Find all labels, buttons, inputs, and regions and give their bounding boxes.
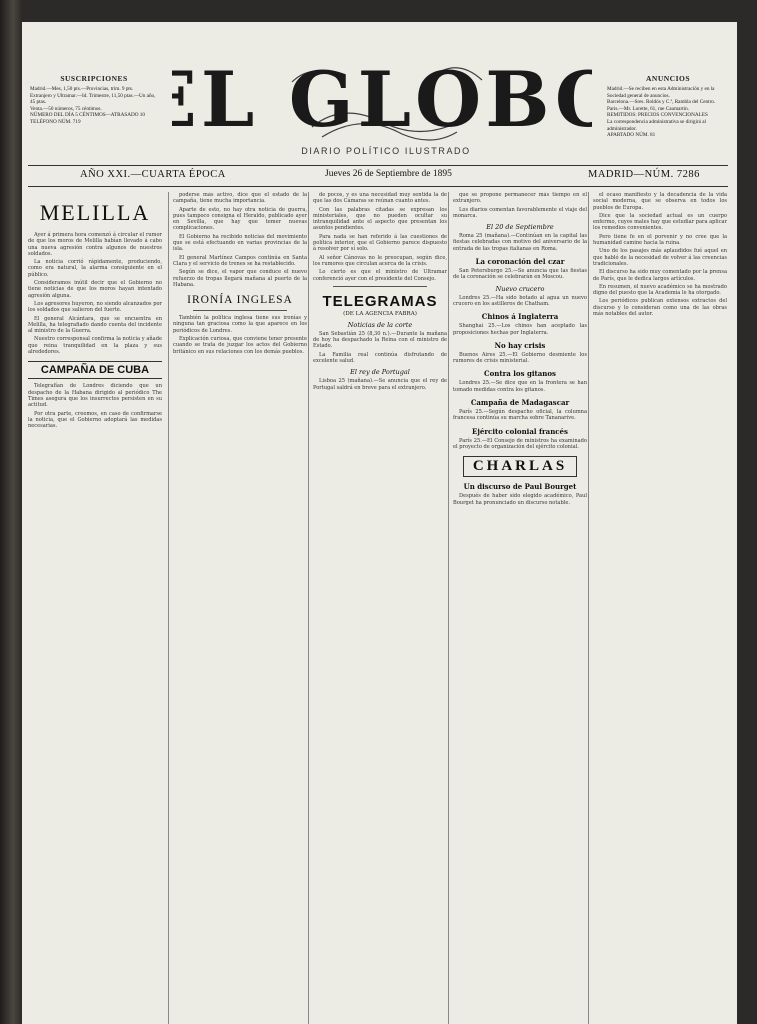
ads-line: REMITIDOS: PRECIOS CONVENCIONALES — [607, 112, 708, 119]
article-paragraph: Uno de los pasajes más aplaudidos fué aquel en que habló de la necesidad de volver á las creencias tradicionales. — [593, 248, 727, 267]
column-4 — [448, 192, 587, 1024]
subheading: Noticias de la corte — [347, 320, 413, 329]
dateline-date: Jueves 26 de Septiembre de 1895 — [325, 169, 452, 179]
subscriptions-box — [30, 74, 158, 126]
column-2 — [168, 192, 307, 1024]
subheading: Nuevo crucero — [495, 284, 545, 293]
article-paragraph: Los diarios comentan favorablemente el viaje del monarca. — [453, 206, 587, 219]
subscriptions-heading: SUSCRIPCIONES — [60, 74, 128, 83]
article-paragraph: Por otra parte, creemos, en caso de confirmarse la noticia, que el Gobierno adoptará las medidas necesarias. — [28, 410, 162, 430]
article-paragraph: Al señor Cánovas no le preocupan, según dice, los rumores que circulan acerca de la crisis. — [313, 254, 447, 267]
article-paragraph: Para nada se han referido á las cuestiones de política interior, que el Gobierno parece dispuesto á resolver por sí solo. — [313, 233, 447, 253]
subscriptions-line: Madrid.—Mes, 1,50 pts.—Provincias, trim. 9 pts. — [30, 86, 134, 92]
article-paragraph: La noticia corrió rápidamente, produciendo, como era natural, la alarma consiguiente en el público. — [28, 259, 162, 278]
article-paragraph: Consideramos inútil decir que el Gobierno no tiene noticias de que los moros hayan intentado agresión alguna. — [28, 280, 162, 299]
ads-line: Madrid.—Se reciben en esta Administración y en la Sociedad general de anuncios. — [607, 86, 715, 99]
article-paragraph: En resumen, el nuevo académico se ha mostrado digno del puesto que la Academia le ha otorgado. — [593, 283, 727, 297]
article-paragraph: Buenos Aires 25.—El Gobierno desmiente los rumores de crisis ministerial. — [453, 351, 587, 365]
article-paragraph: Pero tiene fe en el porvenir y no cree que la humanidad camine hacia la ruina. — [593, 233, 727, 247]
divider — [193, 310, 287, 311]
masthead — [22, 22, 737, 167]
article-paragraph: Ayer á primera hora comenzó á circular el rumor de que los moros de Melilla habían llevado á cabo una nueva agresión contra algunos de nuestros soldados. — [28, 232, 162, 257]
article-paragraph: Dice que la sociedad actual es un cuerpo enfermo, cuyos males hay que estudiar para aplicar los remedios convenientes. — [593, 212, 727, 232]
article-paragraph: Londres 25.—Ha sido botado al agua un nuevo crucero en los astilleros de Chatham. — [453, 294, 587, 307]
subscriptions-line: TELÉFONO NÚM. 719 — [30, 118, 81, 125]
article-paragraph: También la política inglesa tiene sus ironías y ninguna tan graciosa como la que aparece en los periódicos de Londres. — [173, 315, 307, 334]
article-paragraph: Después de haber sido elegido académico, Paul Bourget ha pronunciado un discurso notable. — [453, 493, 587, 506]
article-paragraph: Los agresores huyeron, no siendo alcanzados por los soldados que salieron del fuerte. — [28, 300, 162, 314]
subtitle: DIARIO POLÍTICO ILUSTRADO — [301, 146, 471, 156]
subheading: Un discurso de Paul Bourget — [463, 482, 577, 492]
article-paragraph: Telegrafían de Londres diciendo que un despacho de la Habana dirigido al periódico The Times asegura que los insurrectos persisten en su actitud. — [28, 383, 162, 409]
scan-border-right — [737, 0, 757, 1024]
section-campana-cuba: CAMPAÑA DE CUBA — [28, 361, 162, 379]
article-paragraph: poderse más activo, dice que el estado de la campaña, tiene mucha importancia. — [173, 192, 307, 205]
section-charlas: CHARLAS — [463, 456, 577, 477]
divider — [333, 286, 427, 287]
article-paragraph: Con las palabras citadas se expresan los ministeriales, que no pueden ocultar su intranquilidad ante el aspecto que presentan los asuntos pendientes. — [313, 206, 447, 232]
article-paragraph: Londres 25.—Se dice que en la frontera se han tomado medidas contra los gitanos. — [453, 380, 587, 393]
ads-line: La correspondencia administrativa se dirigirá al administrador. — [607, 118, 706, 132]
ads-line: APARTADO NÚM. 81 — [607, 132, 656, 139]
article-paragraph: París 25.—Según despacho oficial, la columna francesa continúa su marcha sobre Tananarive. — [453, 409, 587, 422]
article-columns — [28, 192, 728, 1024]
column-5 — [588, 192, 727, 1024]
subheading: Campaña de Madagascar — [470, 398, 570, 408]
newspaper-page — [22, 22, 737, 1024]
article-paragraph: Shanghai 25.—Los chinos han aceptado las proposiciones hechas por Inglaterra. — [453, 323, 587, 336]
ads-line: Barcelona.—Sres. Roldós y C.ª, Rambla del Centro. — [607, 99, 716, 106]
subheading: El 20 de Septiembre — [486, 223, 554, 232]
column-3 — [308, 192, 447, 1024]
ads-box — [607, 74, 729, 139]
article-paragraph: San Sebastián 25 (8,30 n.).—Durante la mañana de hoy ha despachado la Reina con el ministro de Estado. — [313, 330, 447, 350]
article-paragraph: La Familia real continúa disfrutando de excelente salud. — [313, 351, 447, 365]
article-paragraph: El general Alcántara, que se encuentra en Melilla, ha telegrafiado dando cuenta del incidente al ministro de la Guerra. — [28, 315, 162, 335]
title-text: L GLOBO — [200, 55, 592, 144]
article-paragraph: el ocaso manifiesto y la decadencia de la vida social moderna, que se observa en todos los pueblos de Europa. — [593, 192, 727, 211]
dateline — [28, 165, 728, 187]
scan-border-top — [22, 0, 757, 22]
ads-heading: ANUNCIOS — [645, 74, 690, 83]
article-paragraph: Según se dice, el vapor que conduce el nuevo refuerzo de tropas llegará mañana al puerto de la Habana. — [173, 269, 307, 288]
article-paragraph: Lisboa 25 (mañana).—Se anuncia que el rey de Portugal saldrá en breve para el extranjero. — [313, 378, 447, 391]
headline-melilla: MELILLA — [39, 200, 151, 225]
article-paragraph: El Gobierno ha recibido noticias del movimiento que se está efectuando en varias provincias de la isla. — [173, 233, 307, 253]
subheading: Contra los gitanos — [484, 369, 556, 379]
column-1 — [28, 192, 162, 1024]
title-logo — [172, 42, 592, 152]
newspaper-title — [172, 42, 592, 152]
dateline-edition: AÑO XXI.—CUARTA ÉPOCA — [80, 169, 226, 180]
section-ironia-inglesa: IRONÍA INGLESA — [187, 294, 293, 307]
article-paragraph: El discurso ha sido muy comentado por la prensa de París, que le dedica largos artículos. — [593, 269, 727, 282]
article-paragraph: Lo cierto es que el ministro de Ultramar conferenció ayer con el presidente del Consejo. — [313, 269, 447, 282]
article-paragraph: de pocos, y es una necesidad muy sentida la de que las dos Cámaras se reúnan cuanto antes. — [313, 192, 447, 205]
article-paragraph: París 25.—El Consejo de ministros ha examinado el proyecto de organización del ejército colonial. — [453, 437, 587, 450]
article-paragraph: Roma 25 (mañana).—Continúan en la capital las fiestas celebradas con motivo del aniversario de la entrada de las tropas italianas en Roma. — [453, 233, 587, 252]
telegramas-source: (DE LA AGENCIA FABRA) — [343, 310, 417, 317]
page-binding — [0, 0, 22, 1024]
article-paragraph: El general Martínez Campos continúa en Santa Clara y el servicio de trenes se ha restablecido. — [173, 254, 307, 267]
subscriptions-line: Venta.—50 números, 75 céntimos. — [30, 105, 102, 112]
subscriptions-line: NÚMERO DEL DÍA 5 CÉNTIMOS—ATRASADO 10 — [30, 112, 145, 119]
dateline-number: MADRID—NÚM. 7286 — [588, 169, 700, 180]
article-paragraph: Explicación curiosa, que conviene tener presente cuando se trata de juzgar los actos del Gobierno británico en sus relaciones con los demás pueblos. — [173, 336, 307, 355]
article-paragraph: Los periódicos publican extensos extractos del discurso y lo consideran como una de las obras más notables del autor. — [593, 298, 727, 318]
section-telegramas: TELEGRAMAS — [322, 292, 438, 310]
subheading: No hay crisis — [494, 340, 546, 350]
subheading: Ejército colonial francés — [472, 426, 568, 436]
subscriptions-line: Extranjero y Ultramar.—Id. Trimestre, 11,50 ptas.—Un año, 45 ptas. — [30, 92, 156, 106]
article-paragraph: que se propone permanecer más tiempo en el extranjero. — [453, 192, 587, 205]
subheading: El rey de Portugal — [350, 368, 410, 377]
ads-line: Paris.—Mr. Lorette, 61, rue Caumartin. — [607, 105, 689, 112]
subheading: La coronación del czar — [475, 257, 565, 267]
article-paragraph: San Petersburgo 25.—Se anuncia que las fiestas de la coronación se celebrarán en Moscou. — [453, 268, 587, 281]
subheading: Chinos á Inglaterra — [481, 312, 559, 322]
article-paragraph: Nuestro corresponsal confirma la noticia y añade que reina tranquilidad en la plaza y sus alrededores. — [28, 336, 162, 356]
article-paragraph: Aparte de esto, no hay otra noticia de guerra, pues tampoco consigna el Heraldo, publicado ayer en Sevilla, que hay que temer nuevas complicaciones. — [173, 206, 307, 232]
